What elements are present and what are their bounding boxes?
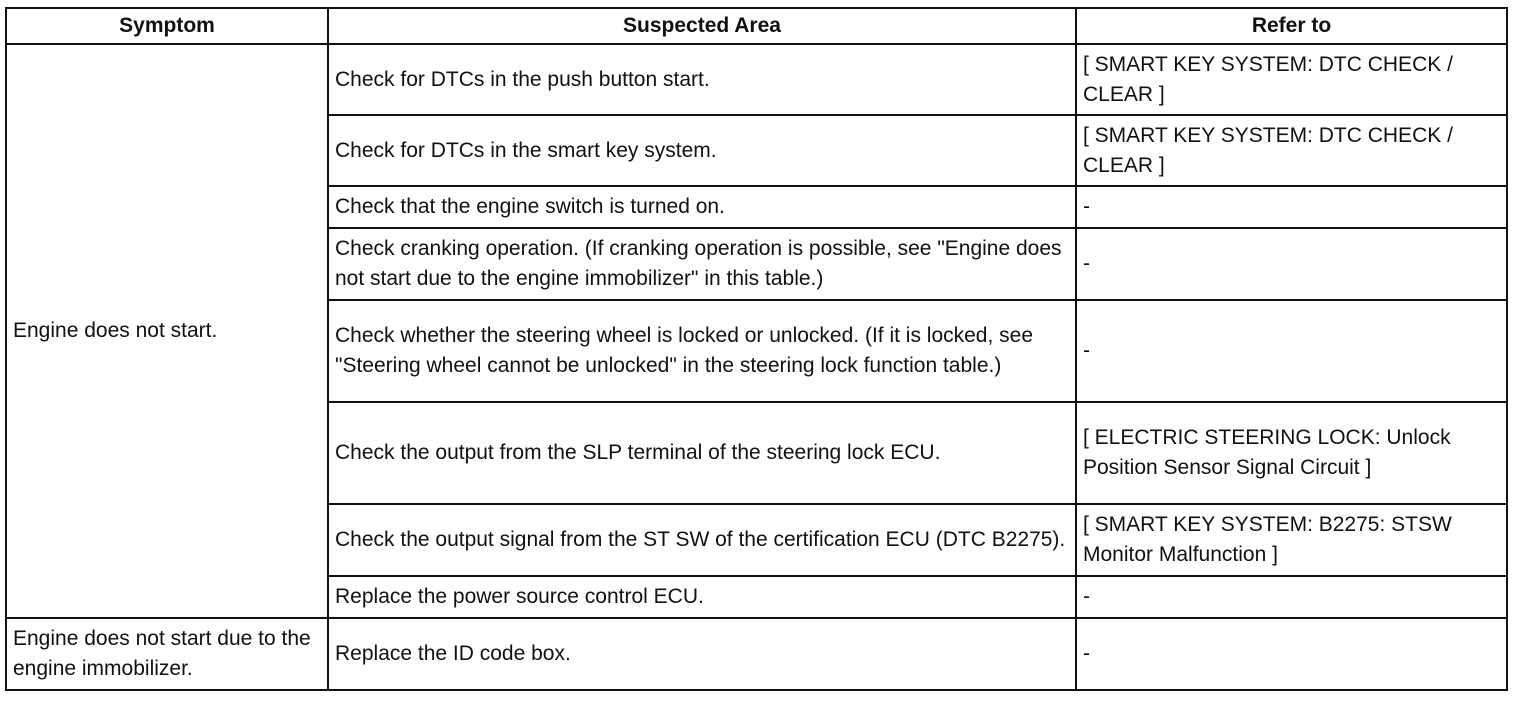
suspected-area-cell: Check whether the steering wheel is locked or unlocked. (If it is locked, see "Steering wheel cannot be unlocked" in the steering lock function table.) bbox=[328, 300, 1076, 402]
symptom-cell: Engine does not start. bbox=[6, 44, 328, 618]
refer-to-cell: - bbox=[1076, 300, 1507, 402]
refer-to-cell: - bbox=[1076, 228, 1507, 300]
suspected-area-cell: Check the output from the SLP terminal of the steering lock ECU. bbox=[328, 402, 1076, 504]
suspected-area-cell: Check cranking operation. (If cranking operation is possible, see "Engine does not start due to the engine immobilizer" in this table.) bbox=[328, 228, 1076, 300]
table-header-row bbox=[6, 8, 1507, 44]
table-container bbox=[5, 7, 1508, 691]
refer-to-link[interactable]: [ SMART KEY SYSTEM: DTC CHECK / CLEAR ] bbox=[1076, 115, 1507, 186]
suspected-area-cell: Check that the engine switch is turned on. bbox=[328, 186, 1076, 228]
table-row bbox=[6, 44, 1507, 115]
header-suspected-area: Suspected Area bbox=[328, 8, 1076, 44]
suspected-area-cell: Check for DTCs in the push button start. bbox=[328, 44, 1076, 115]
problem-symptoms-table bbox=[5, 7, 1508, 691]
refer-to-link[interactable]: [ SMART KEY SYSTEM: DTC CHECK / CLEAR ] bbox=[1076, 44, 1507, 115]
table-row bbox=[6, 618, 1507, 690]
suspected-area-cell: Replace the power source control ECU. bbox=[328, 576, 1076, 618]
symptom-cell: Engine does not start due to the engine immobilizer. bbox=[6, 618, 328, 690]
refer-to-link[interactable]: [ ELECTRIC STEERING LOCK: Unlock Position Sensor Signal Circuit ] bbox=[1076, 402, 1507, 504]
refer-to-cell: - bbox=[1076, 186, 1507, 228]
header-refer-to: Refer to bbox=[1076, 8, 1507, 44]
refer-to-cell: - bbox=[1076, 618, 1507, 690]
suspected-area-cell: Check for DTCs in the smart key system. bbox=[328, 115, 1076, 186]
suspected-area-cell: Replace the ID code box. bbox=[328, 618, 1076, 690]
refer-to-cell: - bbox=[1076, 576, 1507, 618]
suspected-area-cell: Check the output signal from the ST SW of the certification ECU (DTC B2275). bbox=[328, 504, 1076, 576]
refer-to-link[interactable]: [ SMART KEY SYSTEM: B2275: STSW Monitor Malfunction ] bbox=[1076, 504, 1507, 576]
header-symptom: Symptom bbox=[6, 8, 328, 44]
